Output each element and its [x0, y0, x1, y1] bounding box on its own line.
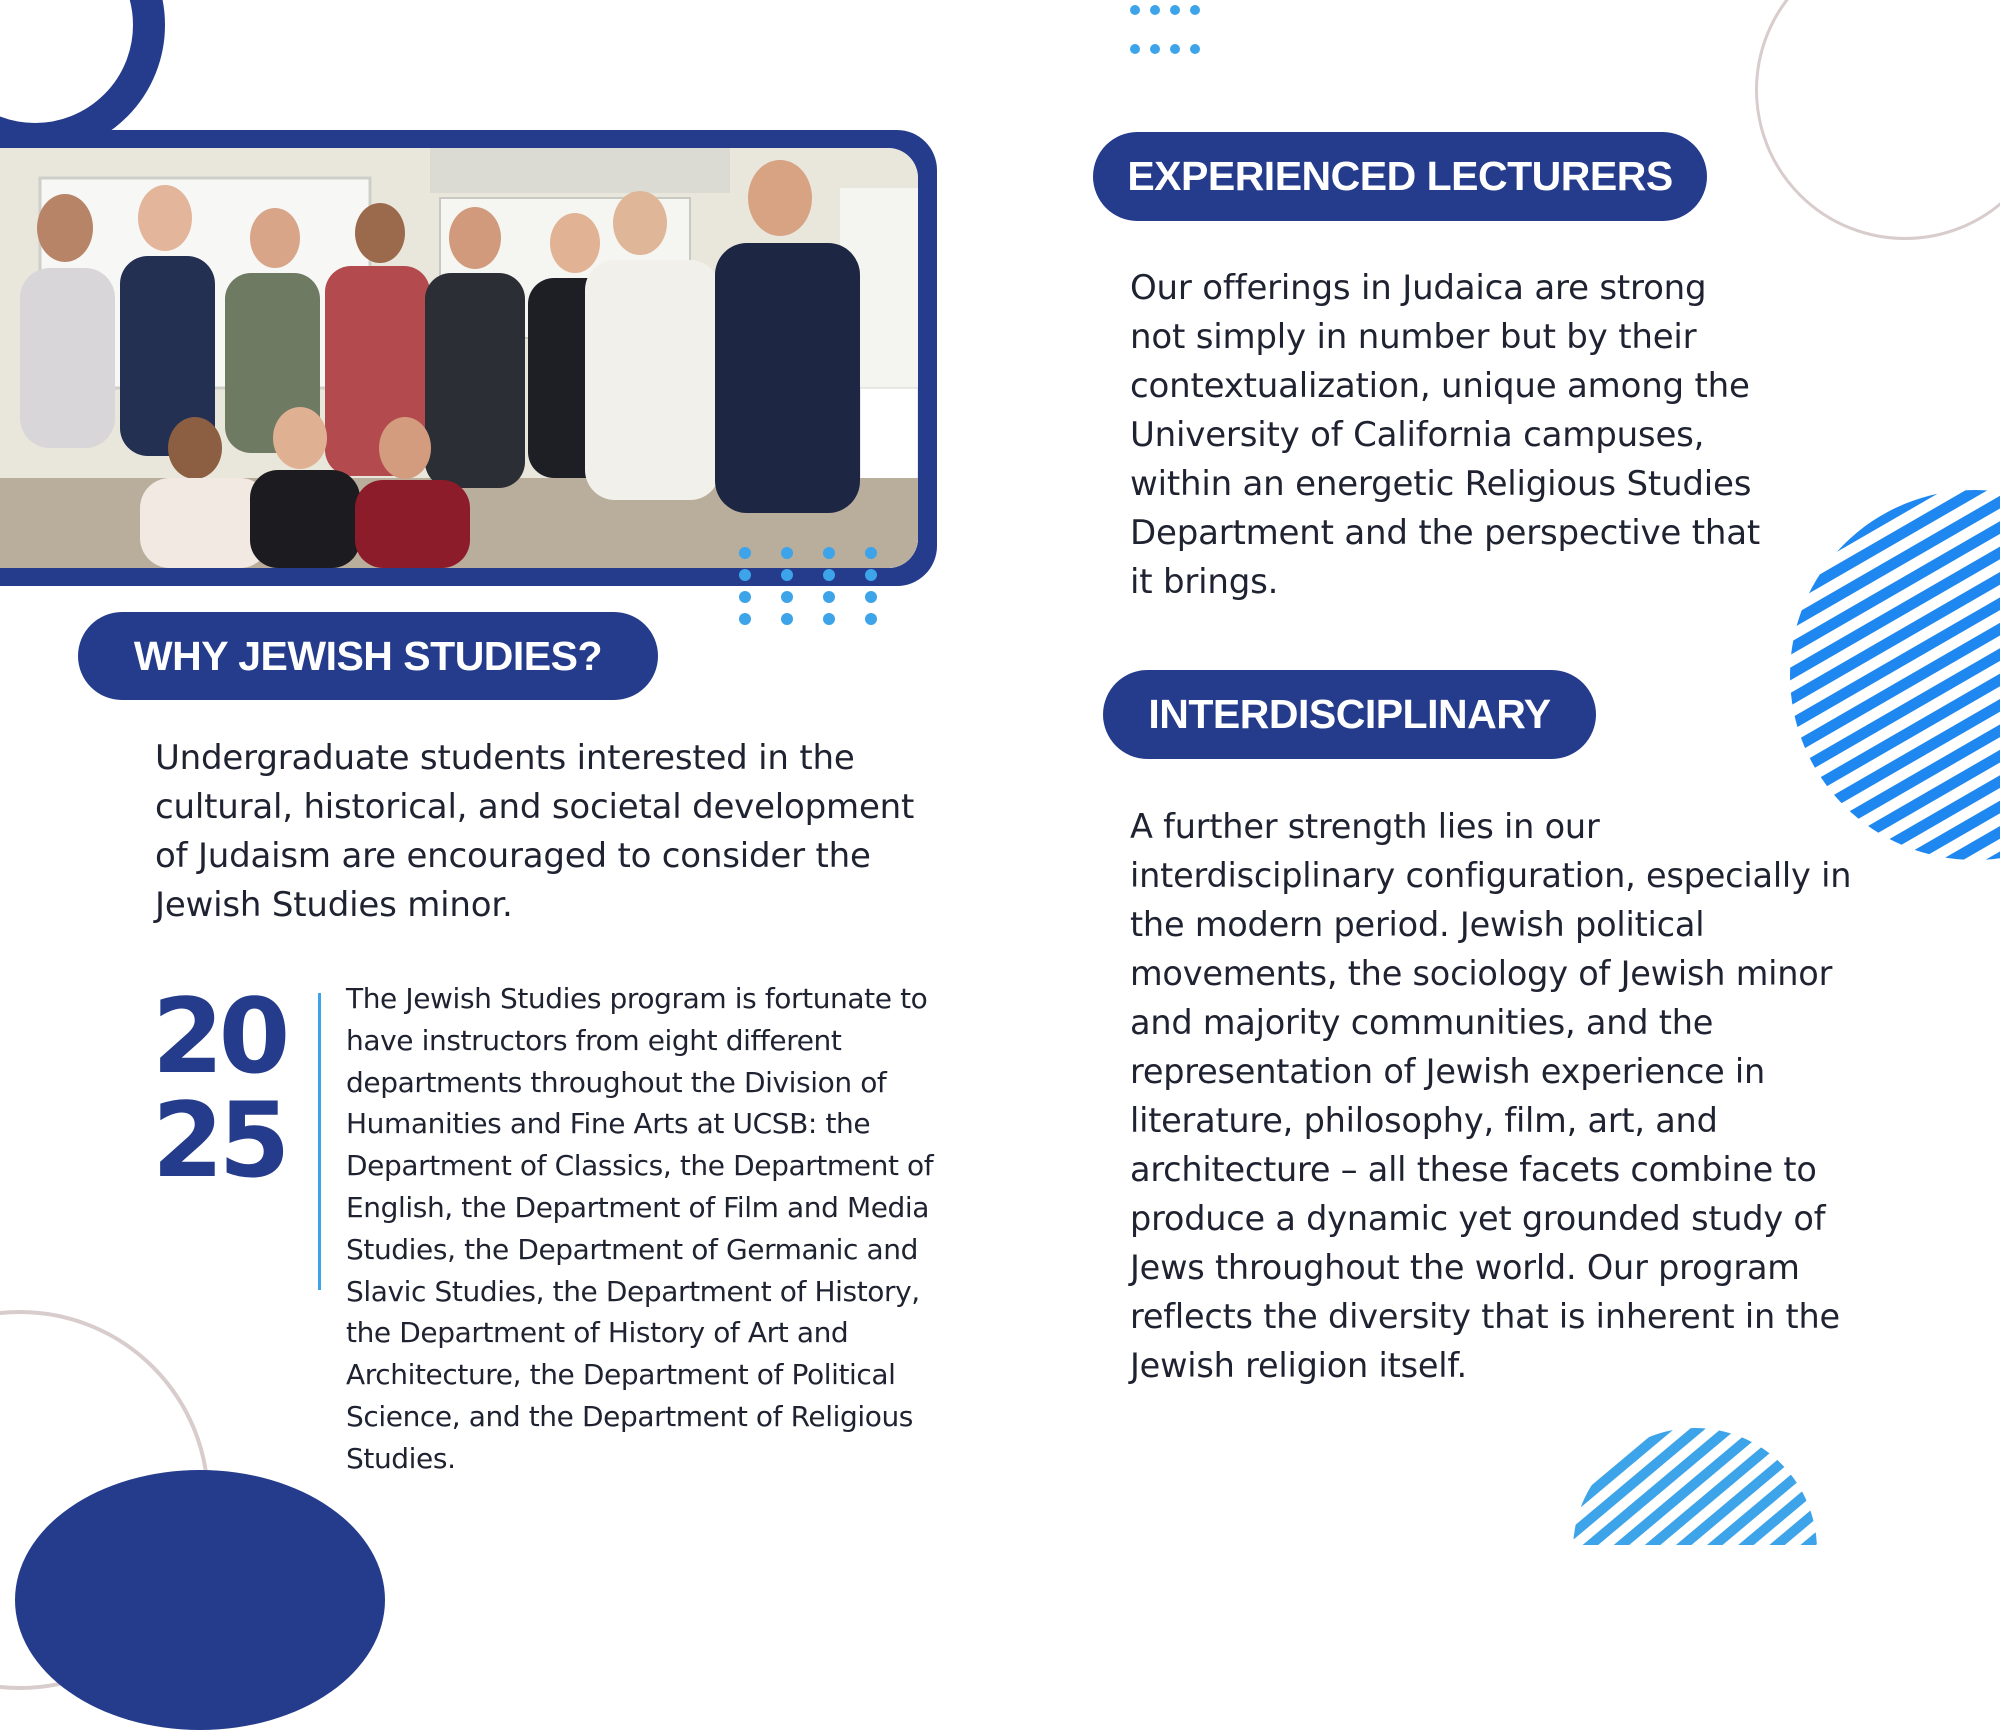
why-jewish-studies-heading: WHY JEWISH STUDIES?: [78, 612, 658, 700]
experienced-lecturers-heading: EXPERIENCED LECTURERS: [1093, 132, 1707, 221]
decor-striped-circle-bottom: [1570, 1425, 1820, 1545]
program-departments-text: The Jewish Studies program is fortunate to have instructors from eight different departments throughout the Division of Humanities and Fine Arts at UCSB: the Department of Classics, the Department of English, the Department of Film and Media Studies, the Department of Germanic and Slavic Studies, the Department of History, the Department of History of Art and Architecture, the Department of Political Science, and the Department of Religious Studies.: [346, 982, 934, 1475]
decor-dots-photo: [735, 543, 890, 628]
interdisciplinary-text: A further strength lies in our interdisciplinary configuration, especially in the modern period. Jewish political movements, the sociology of Jewish minor and majority communities, and the representation of Jewish experience in literature, philosophy, film, art, and architecture – all these facets combine to produce a dynamic yet grounded study of Jews throughout the world. Our program reflects the diversity that is inherent in the Jewish religion itself.: [1130, 807, 1852, 1385]
year-top: 20: [152, 977, 286, 1097]
why-jewish-studies-text: Undergraduate students interested in the cultural, historical, and societal development of Judaism are encouraged to consider the Jewish Studies minor.: [155, 738, 915, 925]
decor-ring-top-right: [1755, 0, 2000, 240]
year-divider: [318, 993, 321, 1290]
decor-dots-top: [1125, 0, 1205, 60]
experienced-lecturers-text: Our offerings in Judaica are strong not simply in number but by their contextualization, unique among the University of California campuses, within an energetic Religious Studies Department and the perspective that it brings.: [1130, 268, 1760, 602]
year-display: [152, 977, 312, 1201]
interdisciplinary-heading: INTERDISCIPLINARY: [1103, 670, 1596, 759]
group-photo-illustration: [0, 148, 918, 568]
group-photo: [0, 148, 918, 568]
decor-disc-bottom-left: [15, 1470, 385, 1730]
year-bottom: 25: [152, 1081, 286, 1201]
